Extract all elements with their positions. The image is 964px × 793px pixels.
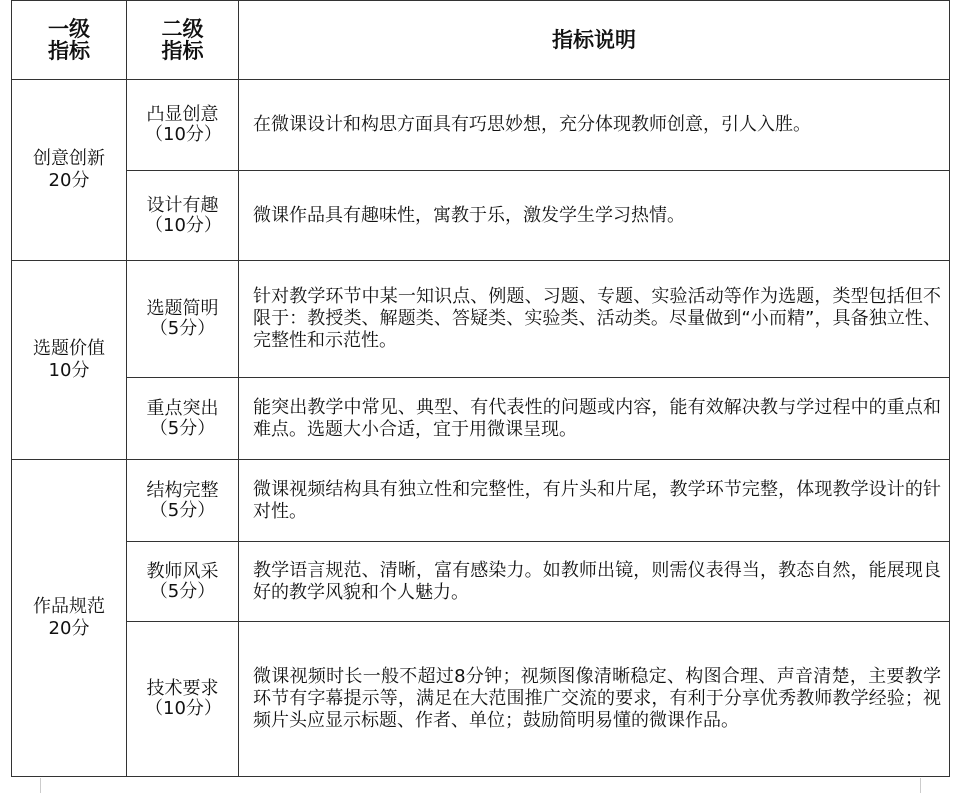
level2-score: （10分） [145,698,222,719]
criteria-table [11,0,950,777]
level2-cell [127,460,239,542]
header-level1-line2: 指标 [48,39,90,63]
level2-name: 设计有趣 [146,194,219,216]
page-edge-mark-left [40,778,41,793]
table-row [12,80,950,171]
level1-cell [12,80,127,261]
description-cell: 微课视频结构具有独立性和完整性，有片头和片尾，教学环节完整，体现教学设计的针对性。 [239,460,950,542]
level1-name: 选题价值 [33,338,105,359]
level2-cell [127,80,239,171]
header-row [12,1,950,80]
level2-name: 选题简明 [146,298,219,319]
description-cell: 针对教学环节中某一知识点、例题、习题、专题、实验活动等作为选题，类型包括但不限于：教授类、解题类、答疑类、实验类、活动类。尽量做到“小而精”，具备独立性、完整性和示范性。 [239,261,950,378]
level2-name: 结构完整 [146,479,219,501]
level2-cell [127,542,239,622]
level2-name: 重点突出 [146,397,219,419]
header-level2-line2: 指标 [161,39,204,63]
level1-score: 10分 [48,360,90,381]
level2-score: （5分） [149,580,216,602]
header-level1-line1: 一级 [48,17,90,41]
level2-score: （5分） [149,318,216,339]
description-cell: 教学语言规范、清晰，富有感染力。如教师出镜，则需仪表得当，教态自然，能展现良好的教学风貌和个人魅力。 [239,542,950,622]
table-row [12,460,950,542]
level2-score: （5分） [149,499,216,521]
level2-name: 技术要求 [146,678,219,699]
level1-cell [12,261,127,460]
table-row [12,261,950,378]
level2-score: （10分） [145,124,222,145]
level2-cell [127,171,239,261]
level1-score: 20分 [48,170,90,191]
level2-cell [127,622,239,777]
header-level2-line1: 二级 [161,17,204,41]
level2-cell [127,261,239,378]
level1-score: 20分 [48,618,90,639]
header-level1 [12,1,127,80]
table-row [12,542,950,622]
header-level2 [127,1,239,80]
level1-cell [12,460,127,777]
table-row [12,171,950,261]
level1-name: 创意创新 [33,148,105,169]
table-row [12,622,950,777]
description-cell: 微课作品具有趣味性，寓教于乐，激发学生学习热情。 [239,171,950,261]
level2-name: 教师风采 [146,560,219,582]
header-description: 指标说明 [239,1,950,80]
description-cell: 微课视频时长一般不超过8分钟；视频图像清晰稳定、构图合理、声音清楚，主要教学环节有字幕提示等，满足在大范围推广交流的要求，有利于分享优秀教师教学经验；视频片头应显示标题、作者、单位；鼓励简明易懂的微课作品。 [239,622,950,777]
level1-name: 作品规范 [33,596,105,617]
table-row [12,378,950,460]
page-edge-mark-right [920,778,921,793]
level2-score: （10分） [145,214,222,236]
description-cell: 能突出教学中常见、典型、有代表性的问题或内容，能有效解决教与学过程中的重点和难点。选题大小合适，宜于用微课呈现。 [239,378,950,460]
level2-cell [127,378,239,460]
level2-score: （5分） [149,417,216,439]
description-cell: 在微课设计和构思方面具有巧思妙想，充分体现教师创意，引人入胜。 [239,80,950,171]
level2-name: 凸显创意 [146,104,219,125]
